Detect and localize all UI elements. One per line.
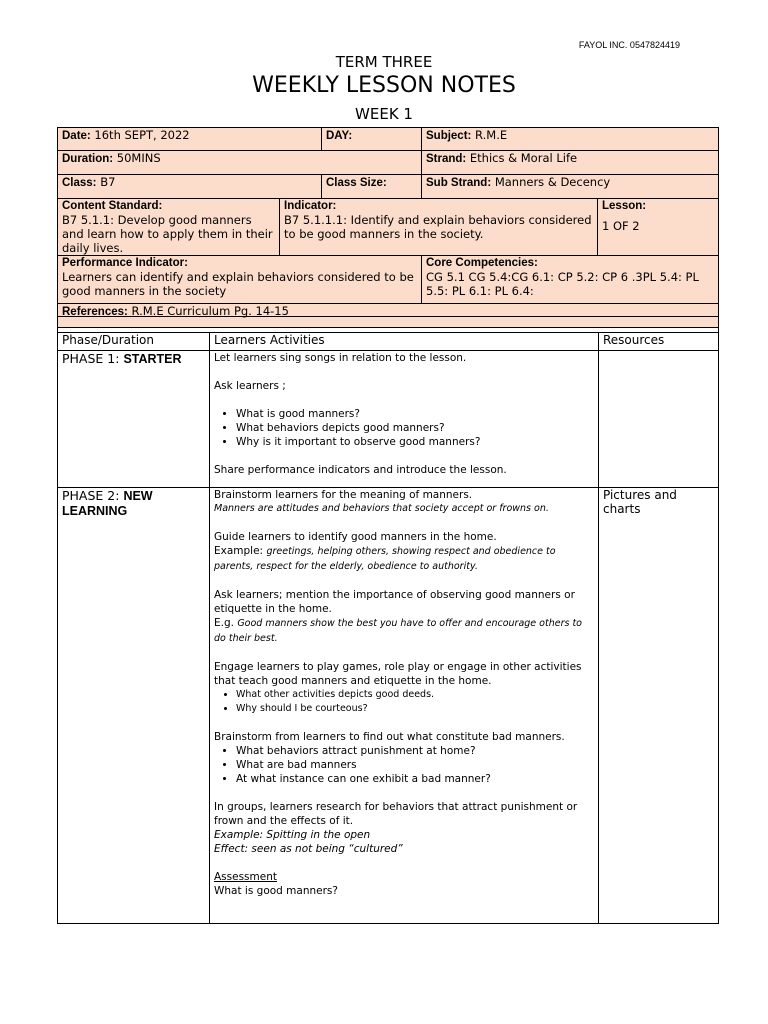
strand-cell: Strand: Ethics & Moral Life: [422, 151, 719, 175]
phase1-activities: Let learners sing songs in relation to the lesson. Ask learners ; • What is good manners? • What behaviors depicts good manners? • Why is it important to observe good manners? Share performance indicators and introduce the lesson.: [210, 351, 599, 488]
list-item: • Why is it important to observe good manners?: [236, 435, 594, 449]
indicator-cell: Indicator: B7 5.1.1.1: Identify and explain behaviors considered to be good manners in the society.: [280, 199, 598, 256]
column-header-phase: Phase/Duration: [58, 333, 210, 351]
list-item: • At what instance can one exhibit a bad manner?: [236, 772, 594, 786]
engage-list: [214, 688, 594, 716]
date-cell: Date: 16th SEPT, 2022: [58, 128, 322, 151]
list-item: • What are bad manners: [236, 758, 594, 772]
term-heading: TERM THREE: [335, 53, 433, 71]
list-item: • What is good manners?: [236, 407, 594, 421]
list-item: • What behaviors attract punishment at home?: [236, 744, 594, 758]
column-header-resources: Resources: [599, 333, 719, 351]
phase2-resources: Pictures and charts: [599, 488, 719, 924]
document-title: WEEKLY LESSON NOTES: [252, 73, 516, 98]
lesson-info-table: [57, 127, 719, 328]
lesson-activities-table: [57, 316, 719, 924]
performance-indicator-cell: Performance Indicator: Learners can identify and explain behaviors considered to be good manners in the society: [58, 256, 422, 304]
list-item: • What other activities depicts good deeds.: [236, 688, 594, 702]
phase2-activities: Brainstorm learners for the meaning of manners. Manners are attitudes and behaviors that society accept or frowns on. Guide learners to identify good manners in the home. Example: greetings, helping others, showing respect and obedience to parents, respect for the elderly, obedience to authority. Ask learners; mention the importance of observing good manners or etiquette in the home. E.g. Good manners show the best you have to offer and encourage others to do their best. Engage learners to play games, role play or engage in other activities that teach good manners and etiquette in the home. • What other activities depicts good deeds. • Why should I be courteous? Brainstorm from learners to find out what constitute bad manners. • What behaviors attract punishment at home? • What are bad manners • At what instance can one exhibit a bad manner? In groups, learners research for behaviors that attract punishment or frown and the effects of it. Example: Spitting in the open Effect: seen as not being “cultured” Assessment What is good manners?: [210, 488, 599, 924]
phase1-questions-list: [214, 407, 594, 449]
week-heading: WEEK 1: [355, 105, 413, 123]
phase2-label: PHASE 2: NEW LEARNING: [58, 488, 210, 924]
assessment-heading: Assessment: [214, 871, 277, 883]
company-contact: FAYOL INC. 0547824419: [578, 40, 680, 50]
bad-manners-list: [214, 744, 594, 786]
phase1-label: PHASE 1: STARTER: [58, 351, 210, 488]
spacer-row: [58, 317, 719, 333]
references-cell: References: R.M.E Curriculum Pg. 14-15: [58, 304, 719, 328]
subject-cell: Subject: R.M.E: [422, 128, 719, 151]
day-cell: DAY:: [322, 128, 422, 151]
class-cell: Class: B7: [58, 175, 322, 199]
list-item: • What behaviors depicts good manners?: [236, 421, 594, 435]
content-standard-cell: Content Standard: B7 5.1.1: Develop good manners and learn how to apply them in their daily lives.: [58, 199, 280, 256]
class-size-cell: Class Size:: [322, 175, 422, 199]
phase1-resources: [599, 351, 719, 488]
column-header-activities: Learners Activities: [210, 333, 599, 351]
sub-strand-cell: Sub Strand: Manners & Decency: [422, 175, 719, 199]
lesson-cell: Lesson: 1 OF 2: [598, 199, 719, 256]
core-competencies-cell: Core Competencies: CG 5.1 CG 5.4:CG 6.1: CP 5.2: CP 6 .3PL 5.4: PL 5.5: PL 6.1: PL 6.4:: [422, 256, 719, 304]
list-item: • Why should I be courteous?: [236, 702, 594, 716]
duration-cell: Duration: 50MINS: [58, 151, 422, 175]
